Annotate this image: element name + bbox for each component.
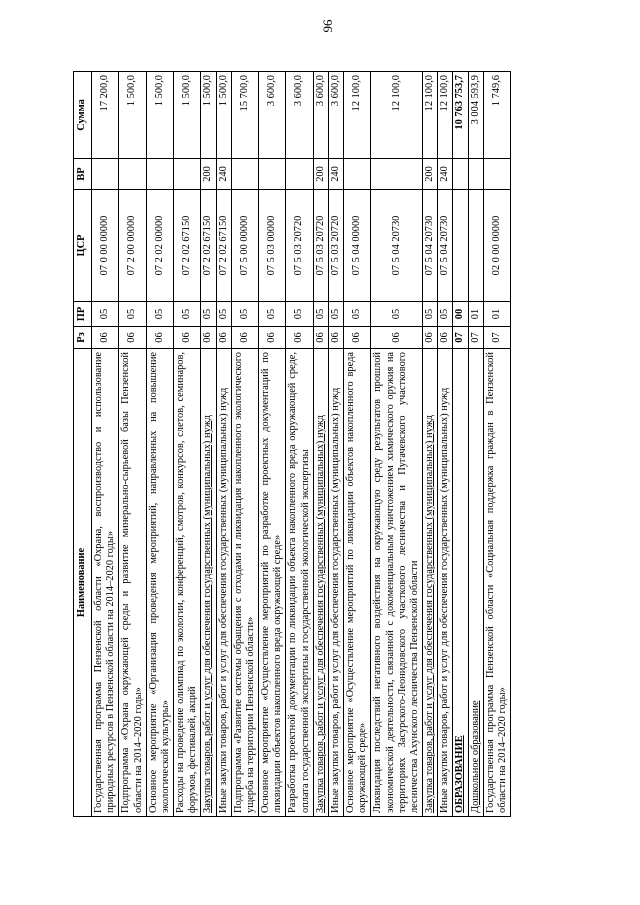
row-vr-cell: 200 xyxy=(423,159,438,190)
row-csr-cell: 07 5 04 00000 xyxy=(344,190,371,302)
table-body xyxy=(92,72,511,817)
row-rz-cell: 07 xyxy=(483,327,510,349)
table-row xyxy=(216,72,231,817)
row-rz-cell: 06 xyxy=(286,327,313,349)
table-row xyxy=(371,72,423,817)
table-row xyxy=(483,72,510,817)
row-csr-cell: 07 2 02 67150 xyxy=(216,190,231,302)
row-csr-cell: 07 5 03 20720 xyxy=(286,190,313,302)
row-pr-cell: 05 xyxy=(174,302,201,327)
row-sum-cell: 1 500,0 xyxy=(119,72,146,159)
row-rz-cell: 06 xyxy=(328,327,343,349)
row-vr-cell xyxy=(344,159,371,190)
row-vr-cell: 200 xyxy=(201,159,216,190)
row-vr-cell xyxy=(483,159,510,190)
table-row xyxy=(468,72,483,817)
row-csr-cell: 02 0 00 00000 xyxy=(483,190,510,302)
row-pr-cell: 01 xyxy=(468,302,483,327)
table-row xyxy=(259,72,286,817)
row-name-cell: Расходы на проведение олимпиад по экологии, конференций, смотров, конкурсов, слетов, семинаров, форумов, фестивалей, акций xyxy=(174,349,201,817)
row-name-cell: Закупка товаров, работ и услуг для обеспечения государственных (муниципальных) нужд xyxy=(313,349,328,817)
row-vr-cell xyxy=(92,159,119,190)
row-vr-cell xyxy=(146,159,173,190)
row-name-cell: Разработка проектной документации по ликвидации объекта накопленного вреда окружающей среде, оплата государственной экспертизы и государственной экологической экспертизы xyxy=(286,349,313,817)
row-vr-cell: 240 xyxy=(216,159,231,190)
row-rz-cell: 07 xyxy=(453,327,468,349)
row-name-cell: Основное мероприятие «Организация проведения мероприятий, направленных на повышение экологической культуры» xyxy=(146,349,173,817)
row-vr-cell xyxy=(371,159,423,190)
row-rz-cell: 06 xyxy=(201,327,216,349)
row-pr-cell: 05 xyxy=(201,302,216,327)
row-pr-cell: 05 xyxy=(438,302,453,327)
row-csr-cell: 07 5 03 20720 xyxy=(313,190,328,302)
row-vr-cell xyxy=(286,159,313,190)
table-row xyxy=(119,72,146,817)
row-csr-cell: 07 5 00 00000 xyxy=(231,190,258,302)
row-sum-cell: 17 200,0 xyxy=(92,72,119,159)
table-row xyxy=(174,72,201,817)
row-sum-cell: 3 600,0 xyxy=(286,72,313,159)
table-row xyxy=(92,72,119,817)
row-pr-cell: 05 xyxy=(146,302,173,327)
row-name-cell: Закупка товаров, работ и услуг для обеспечения государственных (муниципальных) нужд xyxy=(201,349,216,817)
header-rz: Рз xyxy=(74,327,92,349)
row-pr-cell: 01 xyxy=(483,302,510,327)
row-csr-cell: 07 2 00 00000 xyxy=(119,190,146,302)
table-row xyxy=(146,72,173,817)
table-row xyxy=(438,72,453,817)
header-sum: Сумма xyxy=(74,72,92,159)
row-pr-cell: 05 xyxy=(286,302,313,327)
row-name-cell: Государственная программа Пензенской области «Социальная поддержка граждан в Пензенской области на 2014–2020 годы» xyxy=(483,349,510,817)
table-row xyxy=(453,72,468,817)
row-rz-cell: 06 xyxy=(92,327,119,349)
row-rz-cell: 06 xyxy=(216,327,231,349)
table-row xyxy=(313,72,328,817)
row-rz-cell: 06 xyxy=(146,327,173,349)
row-vr-cell xyxy=(259,159,286,190)
row-pr-cell: 05 xyxy=(231,302,258,327)
row-vr-cell xyxy=(174,159,201,190)
row-name-cell: Основное мероприятие «Осуществление мероприятий по ликвидации объектов накопленного вреда окружающей среде» xyxy=(344,349,371,817)
row-pr-cell: 05 xyxy=(216,302,231,327)
row-rz-cell: 06 xyxy=(231,327,258,349)
table-row xyxy=(344,72,371,817)
row-name-cell: ОБРАЗОВАНИЕ xyxy=(453,349,468,817)
row-name-cell: Основное мероприятие «Осуществление мероприятий по разработке проектных документаций по ликвидации объектов накопленного вреда окружающей среде» xyxy=(259,349,286,817)
row-name-cell: Ликвидация последствий негативного воздействия на окружающую среду результатов прошлой экономической деятельности, связанной с докоменциальным уничтожением химического оружия на территориях Засурского-Леонидовского участкового лесничества и Пугачевского участкового лесничества Ахунского лесничества Пензенской области xyxy=(371,349,423,817)
row-name-cell: Закупка товаров, работ и услуг для обеспечения государственных (муниципальных) нужд xyxy=(423,349,438,817)
row-sum-cell: 3 600,0 xyxy=(328,72,343,159)
row-name-cell: Дошкольное образование xyxy=(468,349,483,817)
row-pr-cell: 05 xyxy=(259,302,286,327)
row-rz-cell: 06 xyxy=(423,327,438,349)
row-vr-cell: 240 xyxy=(438,159,453,190)
budget-table xyxy=(73,71,511,817)
table-row xyxy=(328,72,343,817)
row-sum-cell: 1 749,6 xyxy=(483,72,510,159)
row-rz-cell: 06 xyxy=(313,327,328,349)
row-name-cell: Иные закупки товаров, работ и услуг для обеспечения государственных (муниципальных) нужд xyxy=(438,349,453,817)
row-csr-cell: 07 5 04 20730 xyxy=(438,190,453,302)
header-pr: ПР xyxy=(74,302,92,327)
row-pr-cell: 05 xyxy=(328,302,343,327)
row-name-cell: Иные закупки товаров, работ и услуг для обеспечения государственных (муниципальных) нужд xyxy=(328,349,343,817)
page-number: 96 xyxy=(320,19,335,33)
row-pr-cell: 05 xyxy=(344,302,371,327)
row-vr-cell xyxy=(119,159,146,190)
row-pr-cell: 05 xyxy=(92,302,119,327)
row-sum-cell: 12 100,0 xyxy=(423,72,438,159)
row-sum-cell: 1 500,0 xyxy=(174,72,201,159)
row-csr-cell: 07 5 04 20730 xyxy=(371,190,423,302)
row-sum-cell: 1 500,0 xyxy=(216,72,231,159)
row-csr-cell: 07 0 00 00000 xyxy=(92,190,119,302)
row-name-cell: Подпрограмма «Охрана окружающей среды и развитие минерально-сырьевой базы Пензенской области на 2014–2020 годы» xyxy=(119,349,146,817)
row-rz-cell: 06 xyxy=(371,327,423,349)
row-sum-cell: 12 100,0 xyxy=(371,72,423,159)
rotated-table-container xyxy=(73,72,584,817)
row-sum-cell: 3 004 593,9 xyxy=(468,72,483,159)
row-rz-cell: 07 xyxy=(468,327,483,349)
row-rz-cell: 06 xyxy=(174,327,201,349)
row-pr-cell: 05 xyxy=(313,302,328,327)
row-rz-cell: 06 xyxy=(438,327,453,349)
row-rz-cell: 06 xyxy=(119,327,146,349)
row-sum-cell: 3 600,0 xyxy=(259,72,286,159)
row-csr-cell xyxy=(453,190,468,302)
row-rz-cell: 06 xyxy=(344,327,371,349)
row-sum-cell: 1 500,0 xyxy=(146,72,173,159)
row-sum-cell: 12 100,0 xyxy=(438,72,453,159)
table-header-row xyxy=(74,72,92,817)
header-csr: ЦСР xyxy=(74,190,92,302)
row-sum-cell: 3 600,0 xyxy=(313,72,328,159)
table-row xyxy=(231,72,258,817)
row-name-cell: Государственная программа Пензенской области «Охрана, воспроизводство и использование природных ресурсов в Пензенской области на 2014–2020 годы» xyxy=(92,349,119,817)
row-vr-cell: 240 xyxy=(328,159,343,190)
row-pr-cell: 00 xyxy=(453,302,468,327)
row-csr-cell: 07 5 03 20720 xyxy=(328,190,343,302)
row-sum-cell: 10 763 753,7 xyxy=(453,72,468,159)
header-name: Наименование xyxy=(74,349,92,817)
row-vr-cell xyxy=(453,159,468,190)
row-rz-cell: 06 xyxy=(259,327,286,349)
row-csr-cell: 07 2 02 67150 xyxy=(174,190,201,302)
row-csr-cell: 07 5 03 00000 xyxy=(259,190,286,302)
row-name-cell: Подпрограмма «Развитие системы обращения с отходами и ликвидация накопленного экологического ущерба на территории Пензенской области» xyxy=(231,349,258,817)
row-name-cell: Иные закупки товаров, работ и услуг для обеспечения государственных (муниципальных) нужд xyxy=(216,349,231,817)
row-pr-cell: 05 xyxy=(423,302,438,327)
row-vr-cell: 200 xyxy=(313,159,328,190)
row-vr-cell xyxy=(231,159,258,190)
row-sum-cell: 12 100,0 xyxy=(344,72,371,159)
table-row xyxy=(423,72,438,817)
table-row xyxy=(286,72,313,817)
row-pr-cell: 05 xyxy=(119,302,146,327)
row-csr-cell: 07 2 02 00000 xyxy=(146,190,173,302)
header-vr: ВР xyxy=(74,159,92,190)
row-sum-cell: 1 500,0 xyxy=(201,72,216,159)
table-row xyxy=(201,72,216,817)
row-pr-cell: 05 xyxy=(371,302,423,327)
row-sum-cell: 15 700,0 xyxy=(231,72,258,159)
row-vr-cell xyxy=(468,159,483,190)
row-csr-cell: 07 2 02 67150 xyxy=(201,190,216,302)
row-csr-cell: 07 5 04 20730 xyxy=(423,190,438,302)
row-csr-cell xyxy=(468,190,483,302)
